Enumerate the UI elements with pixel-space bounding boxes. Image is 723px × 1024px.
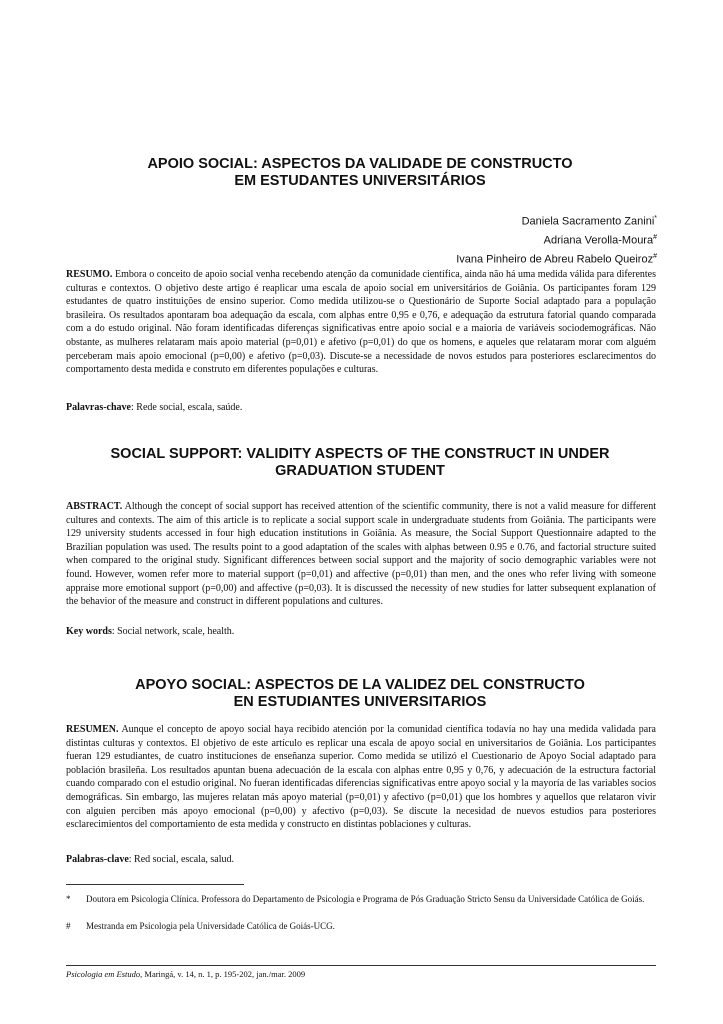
keywords-spanish xyxy=(66,853,656,866)
abstract-es-label: RESUMEN. xyxy=(66,724,119,735)
title-english xyxy=(60,446,660,480)
author-1 xyxy=(456,211,657,230)
author-mark: * xyxy=(654,215,657,222)
author-name: Daniela Sacramento Zanini xyxy=(521,215,655,228)
abstract-portuguese xyxy=(66,268,656,377)
author-name: Adriana Verolla-Moura xyxy=(543,234,654,247)
footnote-text: Mestranda em Psicologia pela Universidade Católica de Goiás-UCG. xyxy=(86,921,335,931)
title-es-line2: EN ESTUDIANTES UNIVERSITARIOS xyxy=(233,694,487,710)
keywords-es-text: : Red social, escala, salud. xyxy=(128,854,235,865)
running-footer xyxy=(66,969,305,980)
abstract-en-text: Although the concept of social support has received attention of the scientific community, there is not a valid measure for different cultures and contexts. The aim of this article is to replicate a social support scale in undergraduate students from Goiânia. The participants were 129 university students accessed in four high education institutions in Goiânia. As measure, the Social Support Questionnaire adapted to the Brazilian population was used. The results point to a good adaptation of the scales with alphas between 0.95 e 0.76, and factorial structure suited when compared to the original study. Significant differences between social support and the majority of socio demographic variables were not found. However, women refer more to material support (p=0,01) and affective (p=0,01) than men, and the ones who refer living with someone appraise more emotional support (p=0,00) and affective (p=0,03). It is discussed the necessity of new studies for latter subsequent explanation of the behavior of the measure and construct in different populations and cultures. xyxy=(66,501,656,608)
footnote-mark: * xyxy=(66,894,71,904)
title-pt-line1: APOIO SOCIAL: ASPECTOS DA VALIDADE DE CONSTRUCTO xyxy=(147,156,573,172)
title-pt-line2: EM ESTUDANTES UNIVERSITÁRIOS xyxy=(234,173,486,189)
abstract-es-text: Aunque el concepto de apoyo social haya recibido atención por la comunidad científica todavía no hay una medida validada para distintas culturas y contextos. El objetivo de este artículo es replicar una escala de apoyo social en universitarios de Goiânia. Los participantes fueran 129 estudiantes, de cuatro instituciones de enseñanza superior. Como medida se utilizó el Cuestionario de Apoyo Social adaptado para población brasileña. Los resultados apuntan buena adecuación de la escala con alphas entre 0,95 y 0,76, y adecuación de la estructura factorial cuando comparado con el estudio original. No fueran identificadas diferencias significativas entre apoyo social y la mayoría de las variables socios demográficas. Sin embargo, las mujeres relatan más apoyo material (p=0,01) y afectivo (p=0,01) que los hombres y aquellos que relataron vivir con alguien perciben más apoyo emocional (p=0,00) y afectivo (p=0,03). Se discute la necesidad de nuevos estudios para posteriores esclarecimientos del comportamiento de esta medida y constructo en distintas poblaciones y culturas. xyxy=(66,724,657,831)
footnote-text: Doutora em Psicologia Clínica. Professora do Departamento de Psicologia e Programa de Pós Graduação Stricto Sensu da Universidade Católica de Goiás. xyxy=(86,894,645,904)
author-mark: # xyxy=(653,253,657,261)
author-3 xyxy=(456,249,657,268)
author-mark: # xyxy=(653,234,657,242)
keywords-es-label: Palabras-clave xyxy=(66,854,129,865)
title-en-line1: SOCIAL SUPPORT: VALIDITY ASPECTS OF THE CONSTRUCT IN UNDER xyxy=(110,446,610,462)
author-2 xyxy=(456,230,657,249)
abstract-en-label: ABSTRACT. xyxy=(66,501,123,512)
abstract-pt-label: RESUMO. xyxy=(66,269,113,280)
footnote-2 xyxy=(66,920,656,933)
keywords-en-label: Key words xyxy=(66,626,112,637)
footnote-divider xyxy=(66,884,244,885)
footer-divider xyxy=(66,965,656,966)
title-spanish xyxy=(60,677,660,711)
footnote-mark: # xyxy=(66,921,71,931)
keywords-english xyxy=(66,625,656,638)
keywords-pt-text: : Rede social, escala, saúde. xyxy=(131,402,243,413)
title-portuguese xyxy=(60,156,660,190)
author-name: Ivana Pinheiro de Abreu Rabelo Queiroz xyxy=(456,253,654,266)
journal-name: Psicologia em Estudo xyxy=(66,969,141,979)
keywords-pt-label: Palavras-chave xyxy=(66,402,131,413)
abstract-spanish xyxy=(66,723,656,832)
footnote-1 xyxy=(66,893,656,906)
author-list xyxy=(456,211,657,268)
abstract-english xyxy=(66,500,656,609)
keywords-en-text: : Social network, scale, health. xyxy=(111,626,235,637)
title-en-line2: GRADUATION STUDENT xyxy=(275,463,445,479)
title-es-line1: APOYO SOCIAL: ASPECTOS DE LA VALIDEZ DEL CONSTRUCTO xyxy=(135,677,585,693)
keywords-portuguese xyxy=(66,401,656,414)
citation-details: , Maringá, v. 14, n. 1, p. 195-202, jan./mar. 2009 xyxy=(140,969,306,979)
abstract-pt-text: Embora o conceito de apoio social venha recebendo atenção da comunidade científica, ainda não há uma medida válida para diferentes culturas e contextos. O objetivo deste artigo é reaplicar uma escala de apoio social em universitários de Goiânia. Os participantes foram 129 estudantes de quatro instituições de ensino superior. Como medida utilizou-se o Questionário de Suporte Social adaptado para a população brasileira. Os resultados apontaram boa adequação da escala, com alphas entre 0,95 e 0,76, e adequação da estrutura fatorial quando comparada com a do estudo original. Não foram identificadas diferenças significativas entre apoio social e a maioria de variáveis sociodemográficas. Não obstante, as mulheres relataram mais apoio material (p=0,01) e afetivo (p=0,01) do que os homens, e aqueles que relataram morar com alguém perceberam mais apoio emocional (p=0,00) e afetivo (p=0,03). Discute-se a necessidade de novos estudos para posteriores esclarecimentos do comportamento desta medida e construto em diferentes populações e culturas. xyxy=(66,269,657,376)
